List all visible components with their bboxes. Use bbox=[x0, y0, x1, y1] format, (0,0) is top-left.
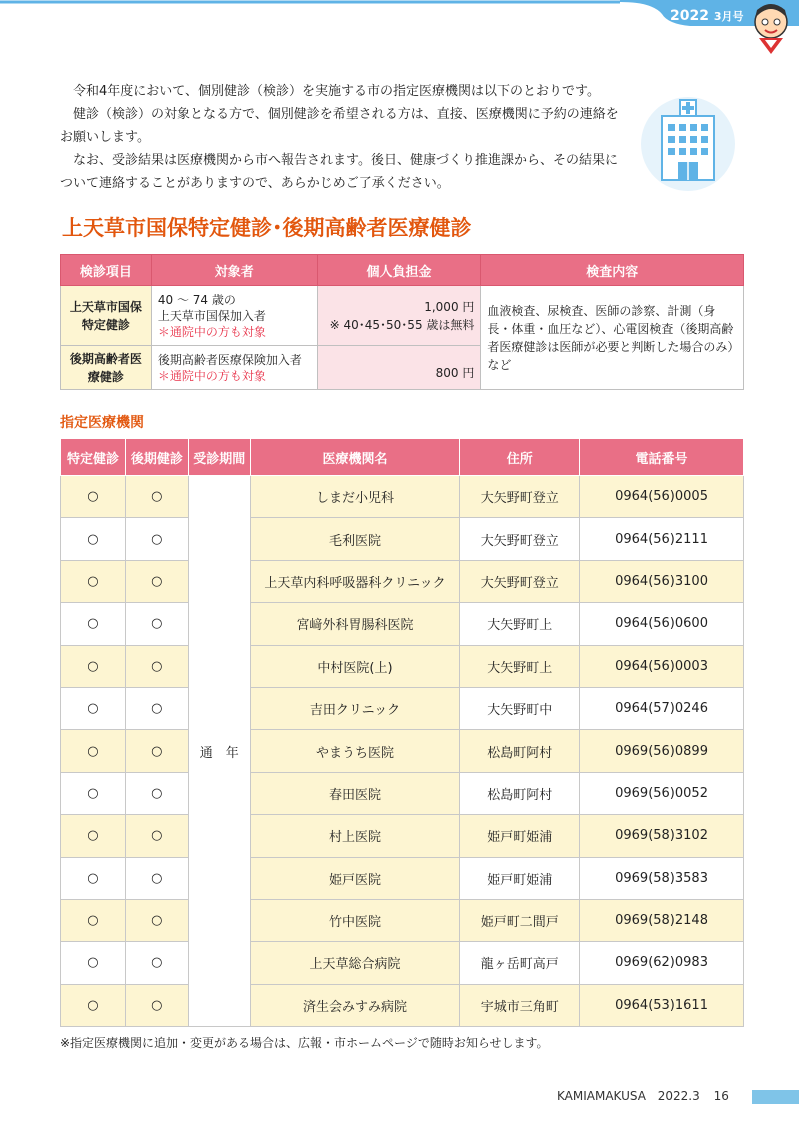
facility-row bbox=[61, 730, 744, 772]
facility-address: 大矢野町登立 bbox=[460, 476, 580, 518]
specific-checkup-mark: ○ bbox=[61, 730, 126, 772]
facility-name: 吉田クリニック bbox=[250, 687, 460, 729]
facility-row bbox=[61, 476, 744, 518]
checkup-item: 後期高齢者医療健診 bbox=[61, 346, 152, 390]
facility-address: 大矢野町上 bbox=[460, 645, 580, 687]
facility-phone: 0969(58)3102 bbox=[580, 815, 744, 857]
elderly-checkup-mark: ○ bbox=[125, 899, 188, 941]
facility-name: やまうち医院 bbox=[250, 730, 460, 772]
facility-row bbox=[61, 687, 744, 729]
elderly-checkup-mark: ○ bbox=[125, 815, 188, 857]
elderly-checkup-mark: ○ bbox=[125, 942, 188, 984]
column-header: 対象者 bbox=[151, 255, 317, 286]
hospital-icon bbox=[640, 92, 736, 192]
specific-checkup-mark: ○ bbox=[61, 560, 126, 602]
page-number: 16 bbox=[713, 1089, 729, 1103]
footnote: ※指定医療機関に追加・変更がある場合は、広報・市ホームページで随時お知らせします。 bbox=[60, 1036, 549, 1050]
issue-month: 3月号 bbox=[713, 10, 744, 23]
elderly-checkup-mark: ○ bbox=[125, 730, 188, 772]
facility-phone: 0964(56)3100 bbox=[580, 560, 744, 602]
elderly-checkup-mark: ○ bbox=[125, 603, 188, 645]
facility-phone: 0964(57)0246 bbox=[580, 687, 744, 729]
elderly-checkup-mark: ○ bbox=[125, 518, 188, 560]
facility-row bbox=[61, 518, 744, 560]
facility-table bbox=[60, 438, 744, 1027]
specific-checkup-mark: ○ bbox=[61, 772, 126, 814]
checkup-row bbox=[61, 286, 744, 346]
checkup-period: 通 年 bbox=[188, 476, 250, 1027]
checkup-content: 血液検査、尿検査、医師の診察、計測（身長・体重・血圧など）、心電図検査（後期高齢者医療健診は医師が必要と判断した場合のみ）など bbox=[481, 286, 744, 390]
facility-phone: 0964(56)0003 bbox=[580, 645, 744, 687]
facilities-heading: 指定医療機関 bbox=[60, 415, 144, 431]
checkup-table bbox=[60, 254, 744, 390]
specific-checkup-mark: ○ bbox=[61, 984, 126, 1026]
footer-bar bbox=[752, 1090, 799, 1104]
facility-name: 姫戸医院 bbox=[250, 857, 460, 899]
specific-checkup-mark: ○ bbox=[61, 942, 126, 984]
facility-name: しまだ小児科 bbox=[250, 476, 460, 518]
elderly-checkup-mark: ○ bbox=[125, 687, 188, 729]
column-header: 個人負担金 bbox=[317, 255, 481, 286]
checkup-header-row bbox=[61, 255, 744, 286]
issue-year: 2022 bbox=[670, 8, 709, 24]
facility-name: 毛利医院 bbox=[250, 518, 460, 560]
mascot-icon bbox=[745, 0, 797, 56]
column-header: 特定健診 bbox=[61, 439, 126, 476]
specific-checkup-mark: ○ bbox=[61, 899, 126, 941]
facility-address: 大矢野町中 bbox=[460, 687, 580, 729]
facility-address: 大矢野町登立 bbox=[460, 518, 580, 560]
facility-row bbox=[61, 815, 744, 857]
issue-number: 2022.3 bbox=[657, 1089, 700, 1103]
column-header: 住所 bbox=[460, 439, 580, 476]
facility-row bbox=[61, 603, 744, 645]
facility-address: 姫戸町二間戸 bbox=[460, 899, 580, 941]
facility-row bbox=[61, 560, 744, 602]
specific-checkup-mark: ○ bbox=[61, 603, 126, 645]
facility-header-row bbox=[61, 439, 744, 476]
facility-body bbox=[61, 476, 744, 1027]
fee-amount: 800 円 bbox=[435, 366, 475, 380]
magazine-name: KAMIAMAKUSA bbox=[557, 1089, 646, 1103]
facility-phone: 0969(56)0052 bbox=[580, 772, 744, 814]
facility-address: 大矢野町登立 bbox=[460, 560, 580, 602]
target-text: 後期高齢者医療保険加入者 bbox=[157, 352, 302, 367]
target-note: ＊通院中の方も対象 bbox=[157, 324, 266, 339]
facility-row bbox=[61, 857, 744, 899]
facility-name: 中村医院(上) bbox=[250, 645, 460, 687]
elderly-checkup-mark: ○ bbox=[125, 857, 188, 899]
intro-paragraph: 令和4年度において、個別健診（検診）を実施する市の指定医療機関は以下のとおりです。 bbox=[73, 84, 600, 99]
fee-note: ※ 40･45･50･55 歳は無料 bbox=[329, 317, 475, 332]
page-footer bbox=[557, 1089, 729, 1103]
facility-phone: 0969(58)3583 bbox=[580, 857, 744, 899]
specific-checkup-mark: ○ bbox=[61, 687, 126, 729]
facility-name: 竹中医院 bbox=[250, 899, 460, 941]
column-header: 受診期間 bbox=[188, 439, 250, 476]
facility-address: 姫戸町姫浦 bbox=[460, 857, 580, 899]
specific-checkup-mark: ○ bbox=[61, 518, 126, 560]
column-header: 電話番号 bbox=[580, 439, 744, 476]
column-header: 検診項目 bbox=[61, 255, 152, 286]
facility-address: 松島町阿村 bbox=[460, 730, 580, 772]
facility-phone: 0964(56)2111 bbox=[580, 518, 744, 560]
facility-name: 村上医院 bbox=[250, 815, 460, 857]
facility-row bbox=[61, 899, 744, 941]
facility-address: 姫戸町姫浦 bbox=[460, 815, 580, 857]
target-note: ＊通院中の方も対象 bbox=[157, 368, 266, 383]
column-header: 医療機関名 bbox=[250, 439, 460, 476]
facility-name: 上天草内科呼吸器科クリニック bbox=[250, 560, 460, 602]
target-age: 40 〜 74 歳の bbox=[157, 292, 236, 307]
facility-phone: 0964(56)0600 bbox=[580, 603, 744, 645]
specific-checkup-mark: ○ bbox=[61, 857, 126, 899]
facility-address: 龍ヶ岳町高戸 bbox=[460, 942, 580, 984]
intro-paragraph: なお、受診結果は医療機関から市へ報告されます。後日、健康づくり推進課から、その結果について連絡することがありますので、あらかじめご了承ください。 bbox=[60, 153, 618, 191]
checkup-fee bbox=[317, 286, 481, 346]
intro-text bbox=[60, 80, 620, 195]
facility-address: 松島町阿村 bbox=[460, 772, 580, 814]
facility-address: 大矢野町上 bbox=[460, 603, 580, 645]
facility-phone: 0964(56)0005 bbox=[580, 476, 744, 518]
elderly-checkup-mark: ○ bbox=[125, 984, 188, 1026]
elderly-checkup-mark: ○ bbox=[125, 476, 188, 518]
facility-phone: 0969(56)0899 bbox=[580, 730, 744, 772]
facility-phone: 0964(53)1611 bbox=[580, 984, 744, 1026]
issue-label bbox=[670, 8, 744, 24]
facility-row bbox=[61, 772, 744, 814]
facility-name: 宮﨑外科胃腸科医院 bbox=[250, 603, 460, 645]
facility-row bbox=[61, 645, 744, 687]
checkup-fee bbox=[317, 346, 481, 390]
section-title: 上天草市国保特定健診･後期高齢者医療健診 bbox=[62, 216, 472, 240]
specific-checkup-mark: ○ bbox=[61, 645, 126, 687]
elderly-checkup-mark: ○ bbox=[125, 560, 188, 602]
elderly-checkup-mark: ○ bbox=[125, 772, 188, 814]
facility-name: 済生会みすみ病院 bbox=[250, 984, 460, 1026]
elderly-checkup-mark: ○ bbox=[125, 645, 188, 687]
specific-checkup-mark: ○ bbox=[61, 815, 126, 857]
facility-row bbox=[61, 942, 744, 984]
checkup-target bbox=[151, 286, 317, 346]
facility-phone: 0969(58)2148 bbox=[580, 899, 744, 941]
checkup-target bbox=[151, 346, 317, 390]
checkup-item: 上天草市国保特定健診 bbox=[61, 286, 152, 346]
column-header: 後期健診 bbox=[125, 439, 188, 476]
column-header: 検査内容 bbox=[481, 255, 744, 286]
facility-name: 上天草総合病院 bbox=[250, 942, 460, 984]
fee-amount: 1,000 円 bbox=[424, 299, 475, 314]
facility-phone: 0969(62)0983 bbox=[580, 942, 744, 984]
specific-checkup-mark: ○ bbox=[61, 476, 126, 518]
facility-name: 春田医院 bbox=[250, 772, 460, 814]
facility-address: 宇城市三角町 bbox=[460, 984, 580, 1026]
facility-row bbox=[61, 984, 744, 1026]
intro-paragraph: 健診（検診）の対象となる方で、個別健診を希望される方は、直接、医療機関に予約の連絡をお願いします。 bbox=[60, 107, 619, 145]
target-text: 上天草市国保加入者 bbox=[157, 308, 266, 323]
